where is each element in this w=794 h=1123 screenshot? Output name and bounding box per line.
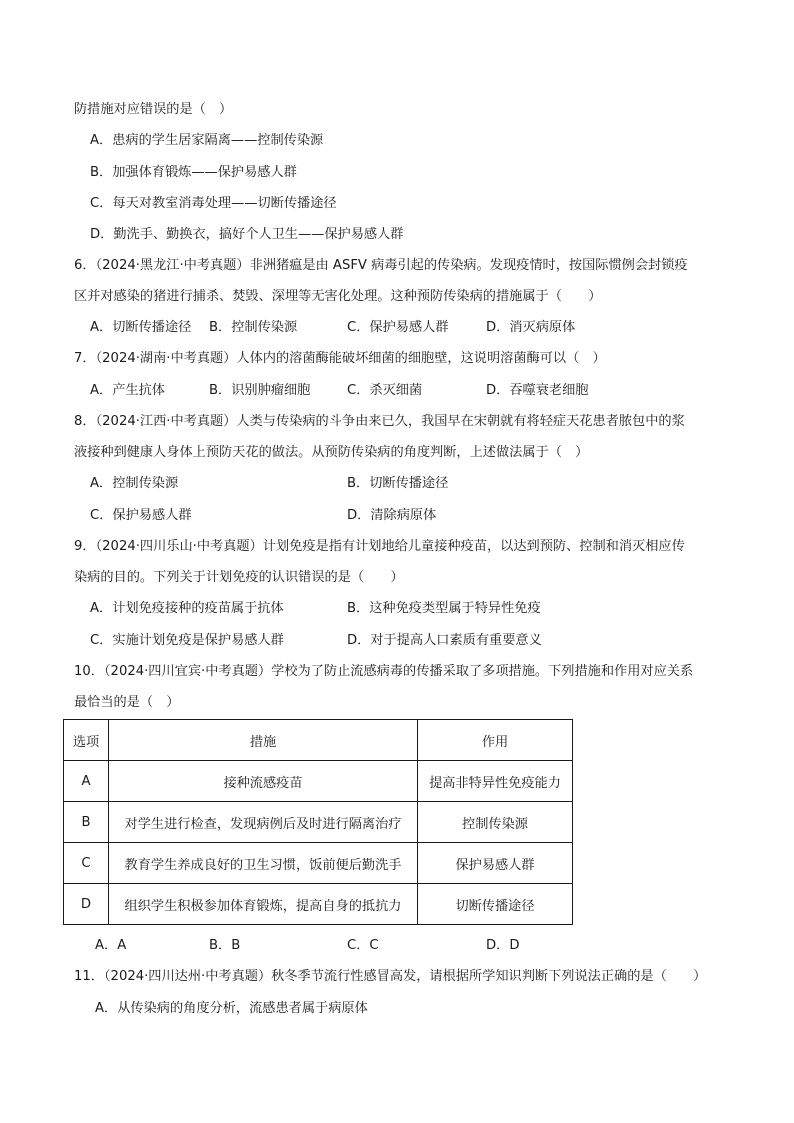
q6-option-c: C．保护易感人群 [347,320,449,335]
q6-stem-line-1: 6．（2024·黑龙江·中考真题）非洲猪瘟是由 ASFV 病毒引起的传染病。发现疫情时，按国际惯例会封锁疫 [74,258,688,273]
q6-stem-line-2: 区并对感染的猪进行捕杀、焚毁、深埋等无害化处理。这种预防传染病的措施属于（ ） [74,289,602,304]
table-cell-effect: 提高非特异性免疫能力 [418,761,573,802]
table-cell-option: A [64,761,109,802]
q8-option-a: A．控制传染源 [90,476,179,491]
q8-stem-line-1: 8．（2024·江西·中考真题）人类与传染病的斗争由来已久，我国早在宋朝就有将轻症天花患者脓包中的浆 [74,414,685,429]
q11-stem: 11．（2024·四川达州·中考真题）秋冬季节流行性感冒高发，请根据所学知识判断下列说法正确的是（ ） [74,969,707,984]
q7-option-c: C．杀灭细菌 [347,383,423,398]
q5-stem-tail: 防措施对应错误的是（ ） [74,102,233,117]
q9-option-b: B．这种免疫类型属于特异性免疫 [347,601,541,616]
q10-options [95,937,715,955]
q11-option-a: A．从传染病的角度分析，流感患者属于病原体 [95,1001,368,1016]
table-row [64,843,573,884]
q8-option-c: C．保护易感人群 [90,508,192,523]
table-cell-measure: 组织学生积极参加体育锻炼，提高自身的抵抗力 [109,884,418,925]
q9-stem-line-2: 染病的目的。下列关于计划免疫的认识错误的是（ ） [74,570,404,585]
q10-option-b: B．B [209,938,241,953]
q5-option-d: D．勤洗手、勤换衣，搞好个人卫生——保护易感人群 [90,227,404,242]
q10-stem-line-2: 最恰当的是（ ） [74,695,180,710]
q8-stem-line-2: 液接种到健康人身体上预防天花的做法。从预防传染病的角度判断，上述做法属于（ ） [74,445,589,460]
table-cell-measure: 接种流感疫苗 [109,761,418,802]
table-cell-option: D [64,884,109,925]
table-row [64,802,573,843]
q6-option-a: A．切断传播途径 [90,320,192,335]
q9-option-a: A．计划免疫接种的疫苗属于抗体 [90,601,284,616]
table-cell-option: C [64,843,109,884]
table-row [64,884,573,925]
q8-option-d: D．清除病原体 [347,508,437,523]
q6-option-d: D．消灭病原体 [486,320,576,335]
q10-table [63,719,573,925]
q5-option-c: C．每天对教室消毒处理——切断传播途径 [90,196,337,211]
q9-option-c: C．实施计划免疫是保护易感人群 [90,633,284,648]
q8-option-b: B．切断传播途径 [347,476,449,491]
q10-option-d: D．D [486,938,520,953]
q5-option-a: A．患病的学生居家隔离——控制传染源 [90,133,324,148]
table-cell-effect: 切断传播途径 [418,884,573,925]
q6-options [90,319,710,337]
table-row [64,761,573,802]
table-cell-measure: 对学生进行检查，发现病例后及时进行隔离治疗 [109,802,418,843]
q10-stem-line-1: 10．（2024·四川宜宾·中考真题）学校为了防止流感病毒的传播采取了多项措施。下列措施和作用对应关系 [74,664,694,679]
q7-stem: 7．（2024·湖南·中考真题）人体内的溶菌酶能破坏细菌的细胞壁，这说明溶菌酶可以（ ） [74,351,606,366]
q5-option-b: B．加强体育锻炼——保护易感人群 [90,165,297,180]
table-header-option: 选项 [64,720,109,761]
table-header-effect: 作用 [418,720,573,761]
table-header-measure: 措施 [109,720,418,761]
q10-option-a: A．A [95,938,127,953]
q9-stem-line-1: 9．（2024·四川乐山·中考真题）计划免疫是指有计划地给儿童接种疫苗，以达到预防、控制和消灭相应传 [74,539,685,554]
table-cell-effect: 保护易感人群 [418,843,573,884]
q7-option-d: D．吞噬衰老细胞 [486,383,589,398]
table-header-row [64,720,573,761]
q10-option-c: C．C [347,938,379,953]
table-cell-measure: 教育学生养成良好的卫生习惯，饭前便后勤洗手 [109,843,418,884]
q6-option-b: B．控制传染源 [209,320,298,335]
table-cell-option: B [64,802,109,843]
q7-option-b: B．识别肿瘤细胞 [209,383,311,398]
q7-options [90,382,710,400]
table-cell-effect: 控制传染源 [418,802,573,843]
q7-option-a: A．产生抗体 [90,383,165,398]
q9-option-d: D．对于提高人口素质有重要意义 [347,633,542,648]
